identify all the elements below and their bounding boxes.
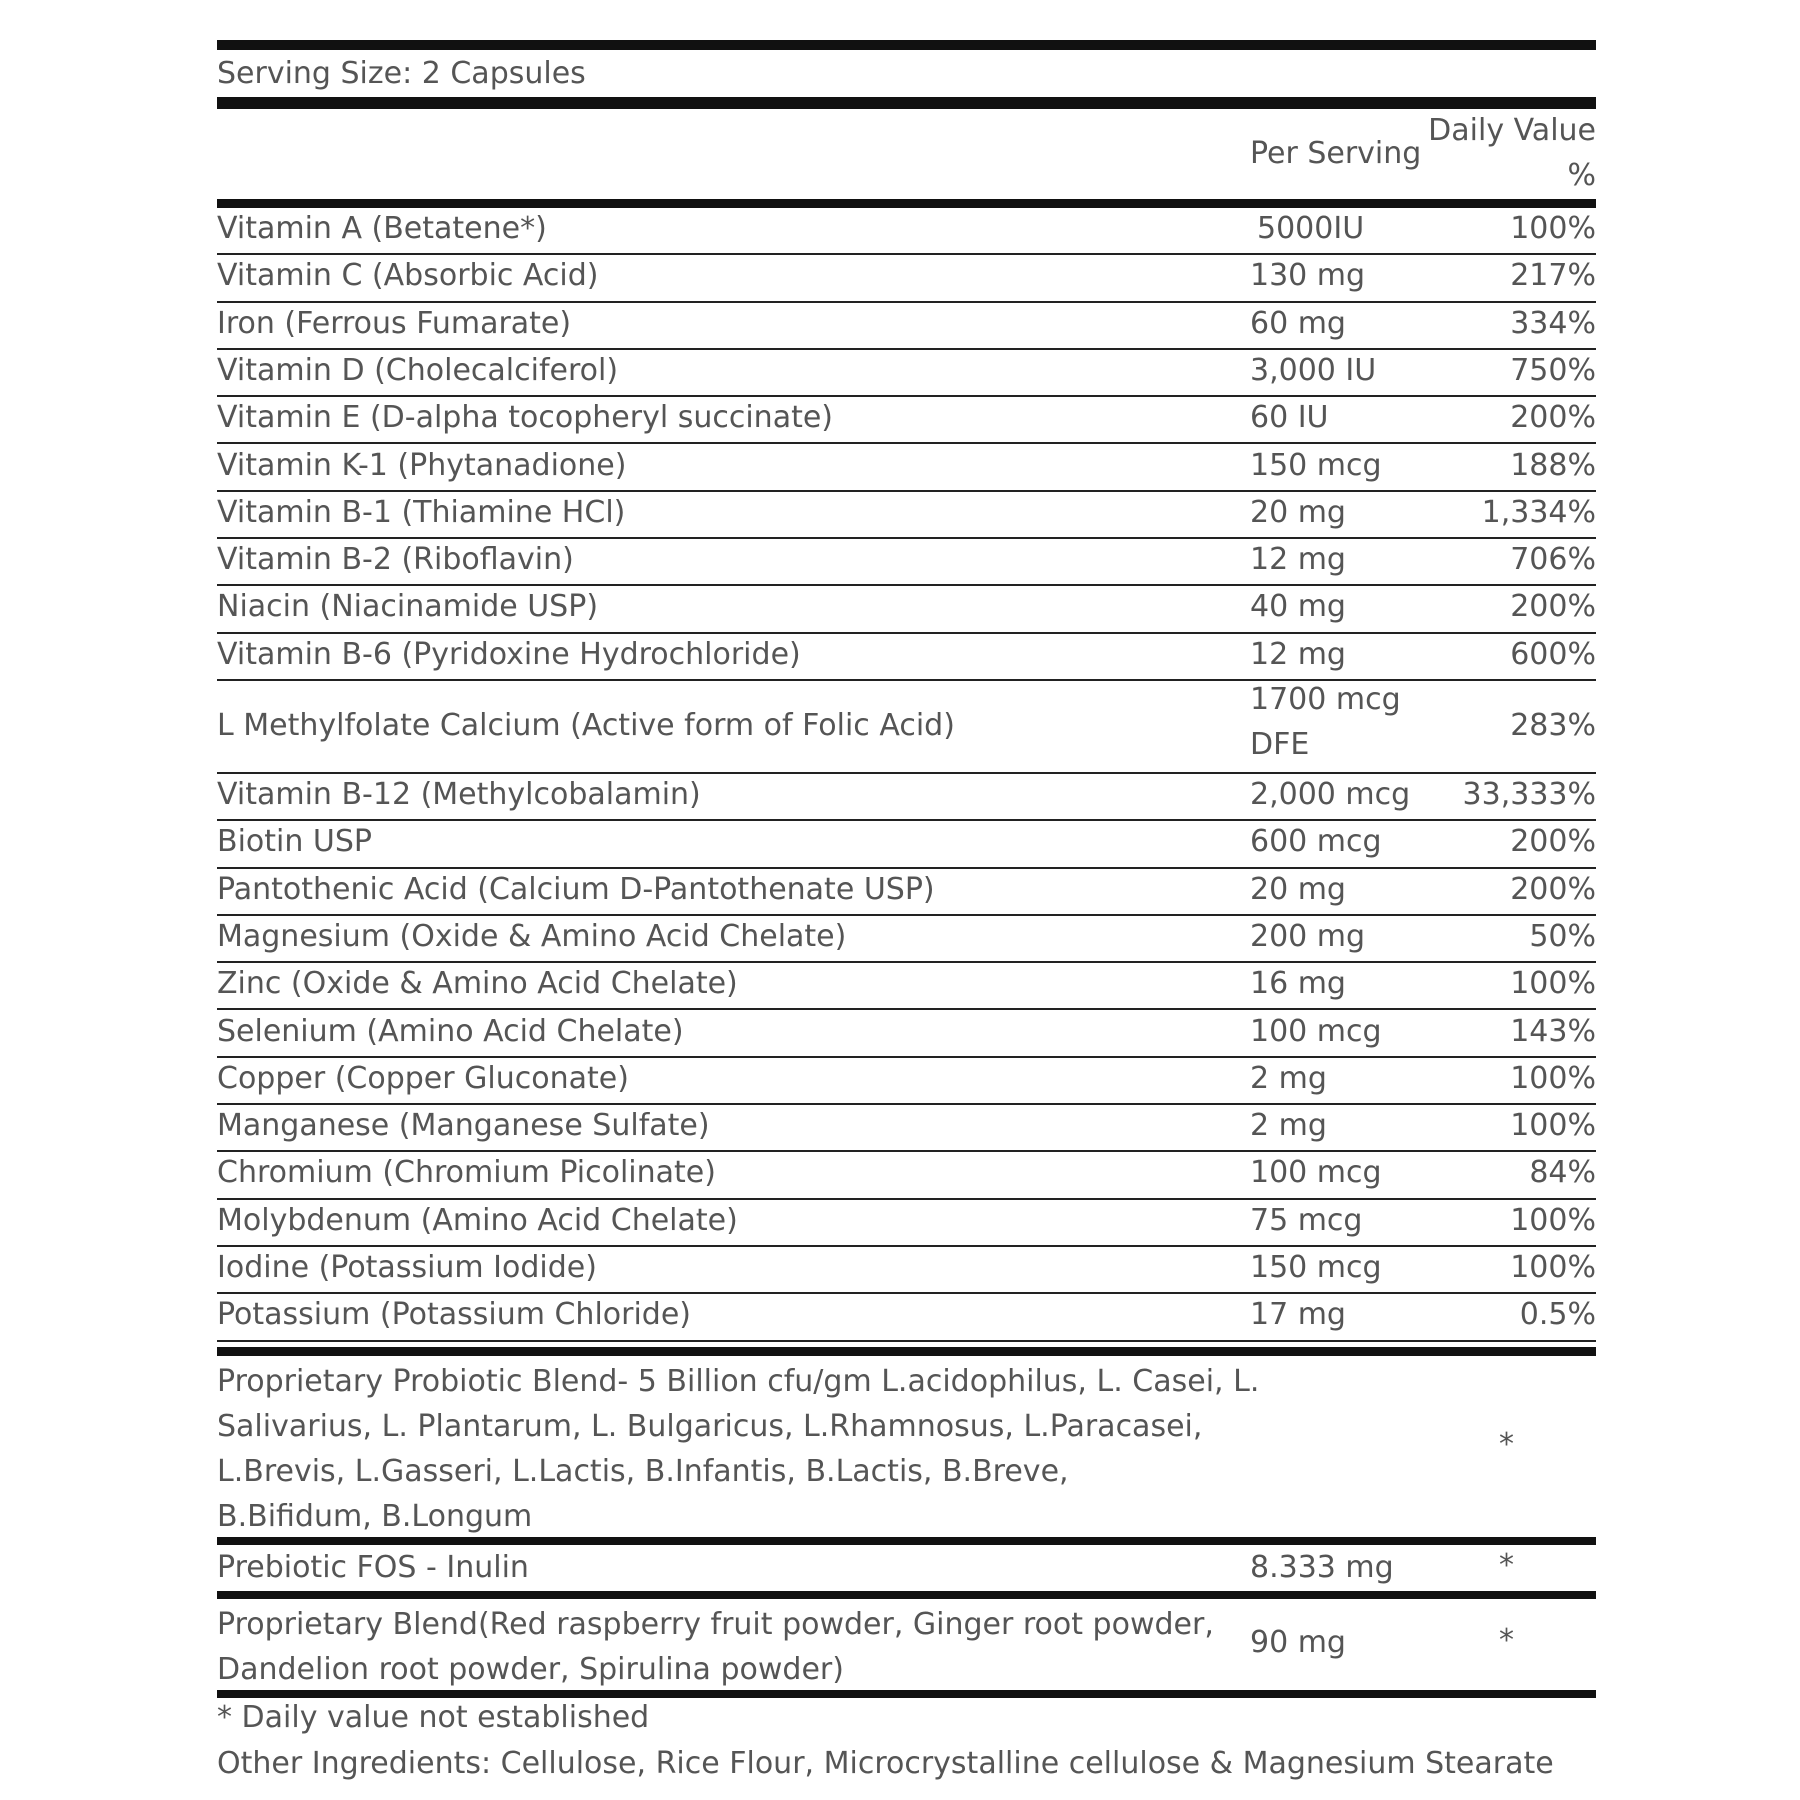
nutrient-amount: 150 mcg bbox=[1250, 1250, 1382, 1285]
nutrient-name: Niacin (Niacinamide USP) bbox=[217, 589, 599, 625]
daily-value-header: Daily Value bbox=[1428, 113, 1596, 148]
nutrient-daily-value: 100% bbox=[1510, 1060, 1596, 1096]
nutrient-name: Selenium (Amino Acid Chelate) bbox=[217, 1013, 684, 1049]
prebiotic-amount: 8.333 mg bbox=[1250, 1550, 1394, 1585]
nutrient-amount: 75 mcg bbox=[1250, 1202, 1363, 1238]
serving-rule bbox=[217, 97, 1596, 109]
probiotic-rule bbox=[217, 1537, 1596, 1545]
nutrient-row bbox=[217, 303, 1596, 350]
blend-amount: 90 mg bbox=[1250, 1625, 1346, 1660]
nutrient-amount: 600 mcg bbox=[1250, 824, 1382, 860]
nutrient-name: Vitamin A (Betatene*) bbox=[217, 211, 547, 246]
nutrient-row bbox=[217, 774, 1596, 821]
nutrient-row bbox=[217, 397, 1596, 444]
nutrient-daily-value: 706% bbox=[1510, 542, 1596, 578]
nutrient-name: Iodine (Potassium Iodide) bbox=[217, 1250, 597, 1285]
nutrient-row bbox=[217, 1058, 1596, 1105]
nutrient-name: Pantothenic Acid (Calcium D-Pantothenate USP) bbox=[217, 871, 935, 907]
nutrient-amount: 200 mg bbox=[1250, 918, 1366, 954]
nutrient-row bbox=[217, 634, 1596, 681]
proprietary-blend-text bbox=[217, 1602, 1214, 1692]
probiotic-dv: * bbox=[1499, 1427, 1514, 1462]
nutrient-name: Vitamin K-1 (Phytanadione) bbox=[217, 447, 627, 483]
blend-line: Proprietary Blend(Red raspberry fruit powder, Ginger root powder, bbox=[217, 1607, 1214, 1642]
probiotic-blend-text bbox=[217, 1359, 1259, 1539]
nutrient-daily-value: 33,333% bbox=[1462, 777, 1596, 812]
nutrient-amount: 130 mg bbox=[1250, 258, 1366, 294]
nutrient-name: Chromium (Chromium Picolinate) bbox=[217, 1155, 716, 1191]
nutrient-name: Vitamin E (D-alpha tocopheryl succinate) bbox=[217, 400, 833, 436]
nutrient-amount: 20 mg bbox=[1250, 871, 1346, 907]
nutrient-name: Vitamin B-6 (Pyridoxine Hydrochloride) bbox=[217, 636, 801, 672]
nutrient-row bbox=[217, 586, 1596, 633]
nutrient-daily-value: 143% bbox=[1510, 1013, 1596, 1049]
nutrient-name: Iron (Ferrous Fumarate) bbox=[217, 305, 572, 341]
nutrient-name: Biotin USP bbox=[217, 824, 373, 860]
footnote: * Daily value not established bbox=[217, 1700, 650, 1735]
nutrient-name: Potassium (Potassium Chloride) bbox=[217, 1297, 692, 1333]
nutrient-daily-value: 0.5% bbox=[1519, 1297, 1596, 1333]
nutrient-amount: 150 mcg bbox=[1250, 447, 1382, 483]
nutrient-name: Vitamin B-12 (Methylcobalamin) bbox=[217, 777, 701, 812]
nutrient-daily-value: 200% bbox=[1510, 400, 1596, 436]
nutrient-amount: 3,000 IU bbox=[1250, 352, 1377, 388]
prebiotic-rule bbox=[217, 1591, 1596, 1599]
nutrient-amount: 60 IU bbox=[1250, 400, 1329, 436]
nutrient-row bbox=[217, 445, 1596, 492]
nutrient-name: Zinc (Oxide & Amino Acid Chelate) bbox=[217, 966, 738, 1002]
nutrient-name: Manganese (Manganese Sulfate) bbox=[217, 1108, 710, 1144]
nutrient-daily-value: 217% bbox=[1510, 258, 1596, 294]
nutrient-daily-value: 50% bbox=[1529, 918, 1596, 954]
nutrient-daily-value: 100% bbox=[1510, 211, 1596, 246]
other-ingredients: Other Ingredients: Cellulose, Rice Flour, Microcrystalline cellulose & Magnesium Stearate bbox=[217, 1746, 1554, 1781]
serving-size: Serving Size: 2 Capsules bbox=[217, 56, 586, 91]
nutrient-name: Molybdenum (Amino Acid Chelate) bbox=[217, 1202, 738, 1238]
nutrient-daily-value: 84% bbox=[1529, 1155, 1596, 1191]
header-rule bbox=[217, 199, 1596, 208]
nutrient-row bbox=[217, 208, 1596, 255]
nutrient-amount: 2,000 mcg bbox=[1250, 777, 1411, 812]
probiotic-line: Proprietary Probiotic Blend- 5 Billion cfu/gm L.acidophilus, L. Casei, L. bbox=[217, 1364, 1260, 1399]
blend-dv: * bbox=[1499, 1623, 1514, 1658]
prebiotic-dv: * bbox=[1499, 1548, 1514, 1583]
nutrient-name: Vitamin C (Absorbic Acid) bbox=[217, 258, 599, 294]
nutrient-amount: 40 mg bbox=[1250, 589, 1346, 625]
nutrient-daily-value: 200% bbox=[1510, 824, 1596, 860]
probiotic-line: B.Bifidum, B.Longum bbox=[217, 1499, 533, 1534]
nutrient-row bbox=[217, 350, 1596, 397]
nutrient-row bbox=[217, 1200, 1596, 1247]
nutrient-daily-value: 600% bbox=[1510, 636, 1596, 672]
nutrient-daily-value: 750% bbox=[1510, 352, 1596, 388]
nutrient-name: Copper (Copper Gluconate) bbox=[217, 1060, 629, 1096]
nutrient-row bbox=[217, 1294, 1596, 1341]
nutrient-daily-value: 100% bbox=[1510, 966, 1596, 1002]
nutrient-daily-value: 100% bbox=[1510, 1202, 1596, 1238]
nutrient-daily-value: 283% bbox=[1510, 707, 1596, 743]
nutrient-amount-unit: DFE bbox=[1250, 727, 1310, 762]
nutrient-amount: 100 mcg bbox=[1250, 1155, 1382, 1191]
nutrient-name: Vitamin B-2 (Riboflavin) bbox=[217, 542, 574, 578]
nutrient-daily-value: 200% bbox=[1510, 871, 1596, 907]
nutrient-daily-value: 100% bbox=[1510, 1250, 1596, 1285]
nutrient-row bbox=[217, 1011, 1596, 1058]
nutrient-name: Vitamin D (Cholecalciferol) bbox=[217, 352, 619, 388]
nutrient-daily-value: 334% bbox=[1510, 305, 1596, 341]
nutrient-amount: 5000IU bbox=[1257, 211, 1365, 246]
nutrient-amount: 17 mg bbox=[1250, 1297, 1346, 1333]
probiotic-line: Salivarius, L. Plantarum, L. Bulgaricus, L.Rhamnosus, L.Paracasei, bbox=[217, 1409, 1203, 1444]
nutrient-row bbox=[217, 963, 1596, 1010]
nutrient-row bbox=[217, 539, 1596, 586]
prebiotic-name: Prebiotic FOS - Inulin bbox=[217, 1550, 529, 1585]
nutrient-name: Magnesium (Oxide & Amino Acid Chelate) bbox=[217, 918, 847, 954]
nutrient-row bbox=[217, 821, 1596, 868]
blend-rule bbox=[217, 1690, 1596, 1698]
nutrient-row bbox=[217, 916, 1596, 963]
nutrient-amount: 60 mg bbox=[1250, 305, 1346, 341]
nutrient-amount: 12 mg bbox=[1250, 542, 1346, 578]
nutrient-amount: 12 mg bbox=[1250, 636, 1346, 672]
nutrient-amount: 2 mg bbox=[1250, 1108, 1327, 1144]
nutrient-name: Vitamin B-1 (Thiamine HCl) bbox=[217, 494, 626, 530]
section-rule bbox=[217, 1347, 1596, 1356]
nutrient-amount: 1700 mcg bbox=[1250, 682, 1401, 717]
nutrient-daily-value: 200% bbox=[1510, 589, 1596, 625]
nutrient-amount: 20 mg bbox=[1250, 494, 1346, 530]
nutrient-daily-value: 100% bbox=[1510, 1108, 1596, 1144]
per-serving-header: Per Serving bbox=[1250, 136, 1422, 171]
probiotic-line: L.Brevis, L.Gasseri, L.Lactis, B.Infantis, B.Lactis, B.Breve, bbox=[217, 1454, 1069, 1489]
nutrient-row bbox=[217, 1105, 1596, 1152]
nutrient-amount: 100 mcg bbox=[1250, 1013, 1382, 1049]
top-rule bbox=[217, 40, 1596, 50]
nutrient-row bbox=[217, 1247, 1596, 1294]
nutrient-name: L Methylfolate Calcium (Active form of Folic Acid) bbox=[217, 707, 955, 743]
nutrient-amount: 2 mg bbox=[1250, 1060, 1327, 1096]
nutrient-row bbox=[217, 681, 1596, 774]
daily-value-percent-header: % bbox=[1567, 158, 1596, 193]
nutrient-daily-value: 188% bbox=[1510, 447, 1596, 483]
nutrient-row bbox=[217, 869, 1596, 916]
nutrient-daily-value: 1,334% bbox=[1481, 494, 1596, 530]
nutrient-amount: 16 mg bbox=[1250, 966, 1346, 1002]
nutrient-row bbox=[217, 1152, 1596, 1199]
nutrient-row bbox=[217, 492, 1596, 539]
blend-line: Dandelion root powder, Spirulina powder) bbox=[217, 1652, 844, 1687]
nutrient-row bbox=[217, 255, 1596, 302]
